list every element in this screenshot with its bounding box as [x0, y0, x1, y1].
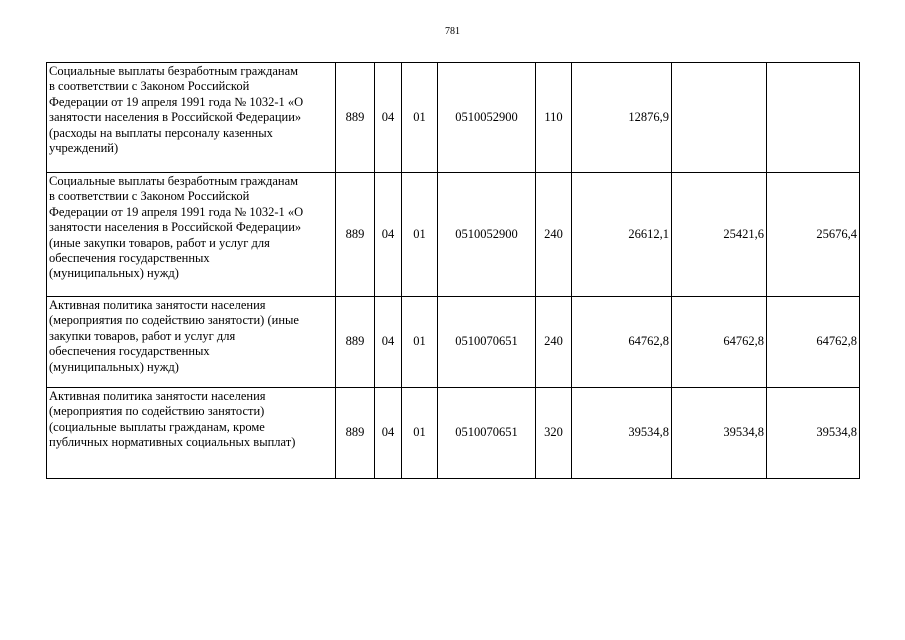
table-row: [47, 173, 860, 297]
amount-year-1: 39534,8: [572, 388, 672, 479]
target-article-code: 0510070651: [438, 388, 536, 479]
page-number: 781: [445, 26, 460, 37]
expense-type-code: 240: [536, 173, 572, 297]
budget-table: [46, 62, 860, 479]
amount-year-3: [767, 63, 860, 173]
expense-type-code: 240: [536, 297, 572, 388]
expense-type-code: 320: [536, 388, 572, 479]
amount-year-3: 25676,4: [767, 173, 860, 297]
section-code: 04: [375, 173, 402, 297]
amount-year-2: 39534,8: [672, 388, 767, 479]
table-row: [47, 297, 860, 388]
subsection-code: 01: [402, 173, 438, 297]
subsection-code: 01: [402, 63, 438, 173]
section-code: 04: [375, 297, 402, 388]
amount-year-1: 64762,8: [572, 297, 672, 388]
expense-type-code: 110: [536, 63, 572, 173]
row-description: Социальные выплаты безработным гражданам в соответствии с Законом Российской Федерации от 19 апреля 1991 года № 1032-1 «О занятости населения в Российской Федерации» (расходы на выплаты персоналу казенных учреждений): [47, 63, 336, 173]
amount-year-3: 64762,8: [767, 297, 860, 388]
subsection-code: 01: [402, 388, 438, 479]
grbs-code: 889: [336, 173, 375, 297]
subsection-code: 01: [402, 297, 438, 388]
amount-year-1: 26612,1: [572, 173, 672, 297]
table-row: [47, 388, 860, 479]
row-description: Активная политика занятости населения (мероприятия по содействию занятости) (социальные выплаты гражданам, кроме публичных нормативных социальных выплат): [47, 388, 336, 479]
target-article-code: 0510052900: [438, 63, 536, 173]
grbs-code: 889: [336, 63, 375, 173]
row-description: Активная политика занятости населения (мероприятия по содействию занятости) (иные закупки товаров, работ и услуг для обеспечения государственных (муниципальных) нужд): [47, 297, 336, 388]
grbs-code: 889: [336, 297, 375, 388]
amount-year-1: 12876,9: [572, 63, 672, 173]
grbs-code: 889: [336, 388, 375, 479]
section-code: 04: [375, 388, 402, 479]
amount-year-2: [672, 63, 767, 173]
target-article-code: 0510070651: [438, 297, 536, 388]
amount-year-2: 64762,8: [672, 297, 767, 388]
amount-year-2: 25421,6: [672, 173, 767, 297]
target-article-code: 0510052900: [438, 173, 536, 297]
amount-year-3: 39534,8: [767, 388, 860, 479]
table-row: [47, 63, 860, 173]
section-code: 04: [375, 63, 402, 173]
row-description: Социальные выплаты безработным гражданам в соответствии с Законом Российской Федерации от 19 апреля 1991 года № 1032-1 «О занятости населения в Российской Федерации» (иные закупки товаров, работ и услуг для обеспечения государственных (муниципальных) нужд): [47, 173, 336, 297]
